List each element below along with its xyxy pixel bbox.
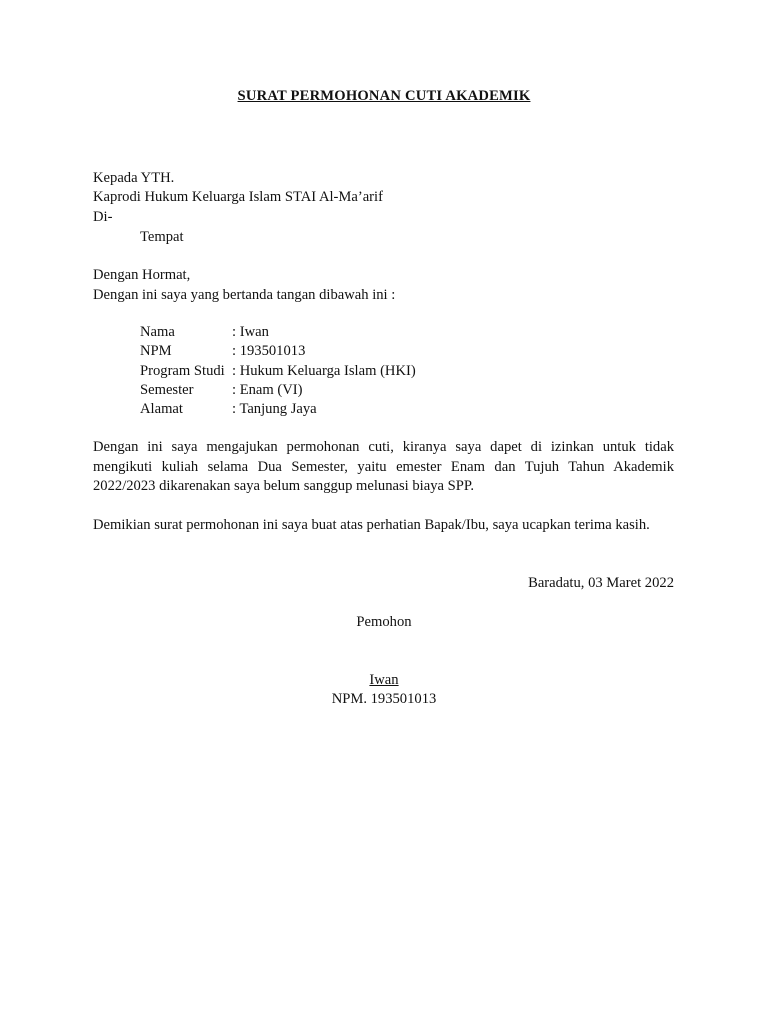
recipient-line-2: Kaprodi Hukum Keluarga Islam STAI Al-Ma’arif	[93, 189, 383, 205]
body-paragraph: Dengan ini saya mengajukan permohonan cuti, kiranya saya dapet di izinkan untuk tidak mengikuti kuliah selama Dua Semester, yaitu emester Enam dan Tujuh Tahun Akademik 2022/2023 dikarenakan saya belum sanggup melunasi biaya SPP.	[93, 439, 674, 495]
field-value: : 193501013	[232, 343, 306, 359]
field-row-semester	[140, 381, 303, 399]
signer-name	[0, 671, 768, 689]
field-label: Semester	[140, 382, 194, 398]
field-row-alamat	[140, 400, 317, 418]
closing-paragraph: Demikian surat permohonan ini saya buat atas perhatian Bapak/Ibu, saya ucapkan terima kasih.	[93, 517, 650, 533]
field-label: NPM	[140, 343, 172, 359]
field-row-npm	[140, 342, 305, 360]
field-label: Nama	[140, 324, 175, 340]
field-value: : Tanjung Jaya	[232, 401, 317, 417]
recipient-line-4: Tempat	[140, 229, 184, 245]
letter-title: SURAT PERMOHONAN CUTI AKADEMIK	[237, 88, 531, 104]
recipient-line-1: Kepada YTH.	[93, 170, 175, 186]
signature-role: Pemohon	[356, 614, 412, 630]
field-label: Program Studi	[140, 363, 225, 379]
field-label: Alamat	[140, 401, 183, 417]
field-value: : Enam (VI)	[232, 382, 303, 398]
recipient-line-3: Di-	[93, 209, 113, 225]
signer-name-text: Iwan	[369, 672, 399, 688]
greeting: Dengan Hormat,	[93, 267, 191, 283]
field-row-nama	[140, 323, 269, 341]
field-row-program-studi	[140, 362, 416, 380]
intro-text: Dengan ini saya yang bertanda tangan dibawah ini :	[93, 287, 396, 303]
place-date: Baradatu, 03 Maret 2022	[528, 575, 674, 591]
field-value: : Hukum Keluarga Islam (HKI)	[232, 363, 416, 379]
field-value: : Iwan	[232, 324, 269, 340]
signer-npm: NPM. 193501013	[331, 691, 437, 707]
